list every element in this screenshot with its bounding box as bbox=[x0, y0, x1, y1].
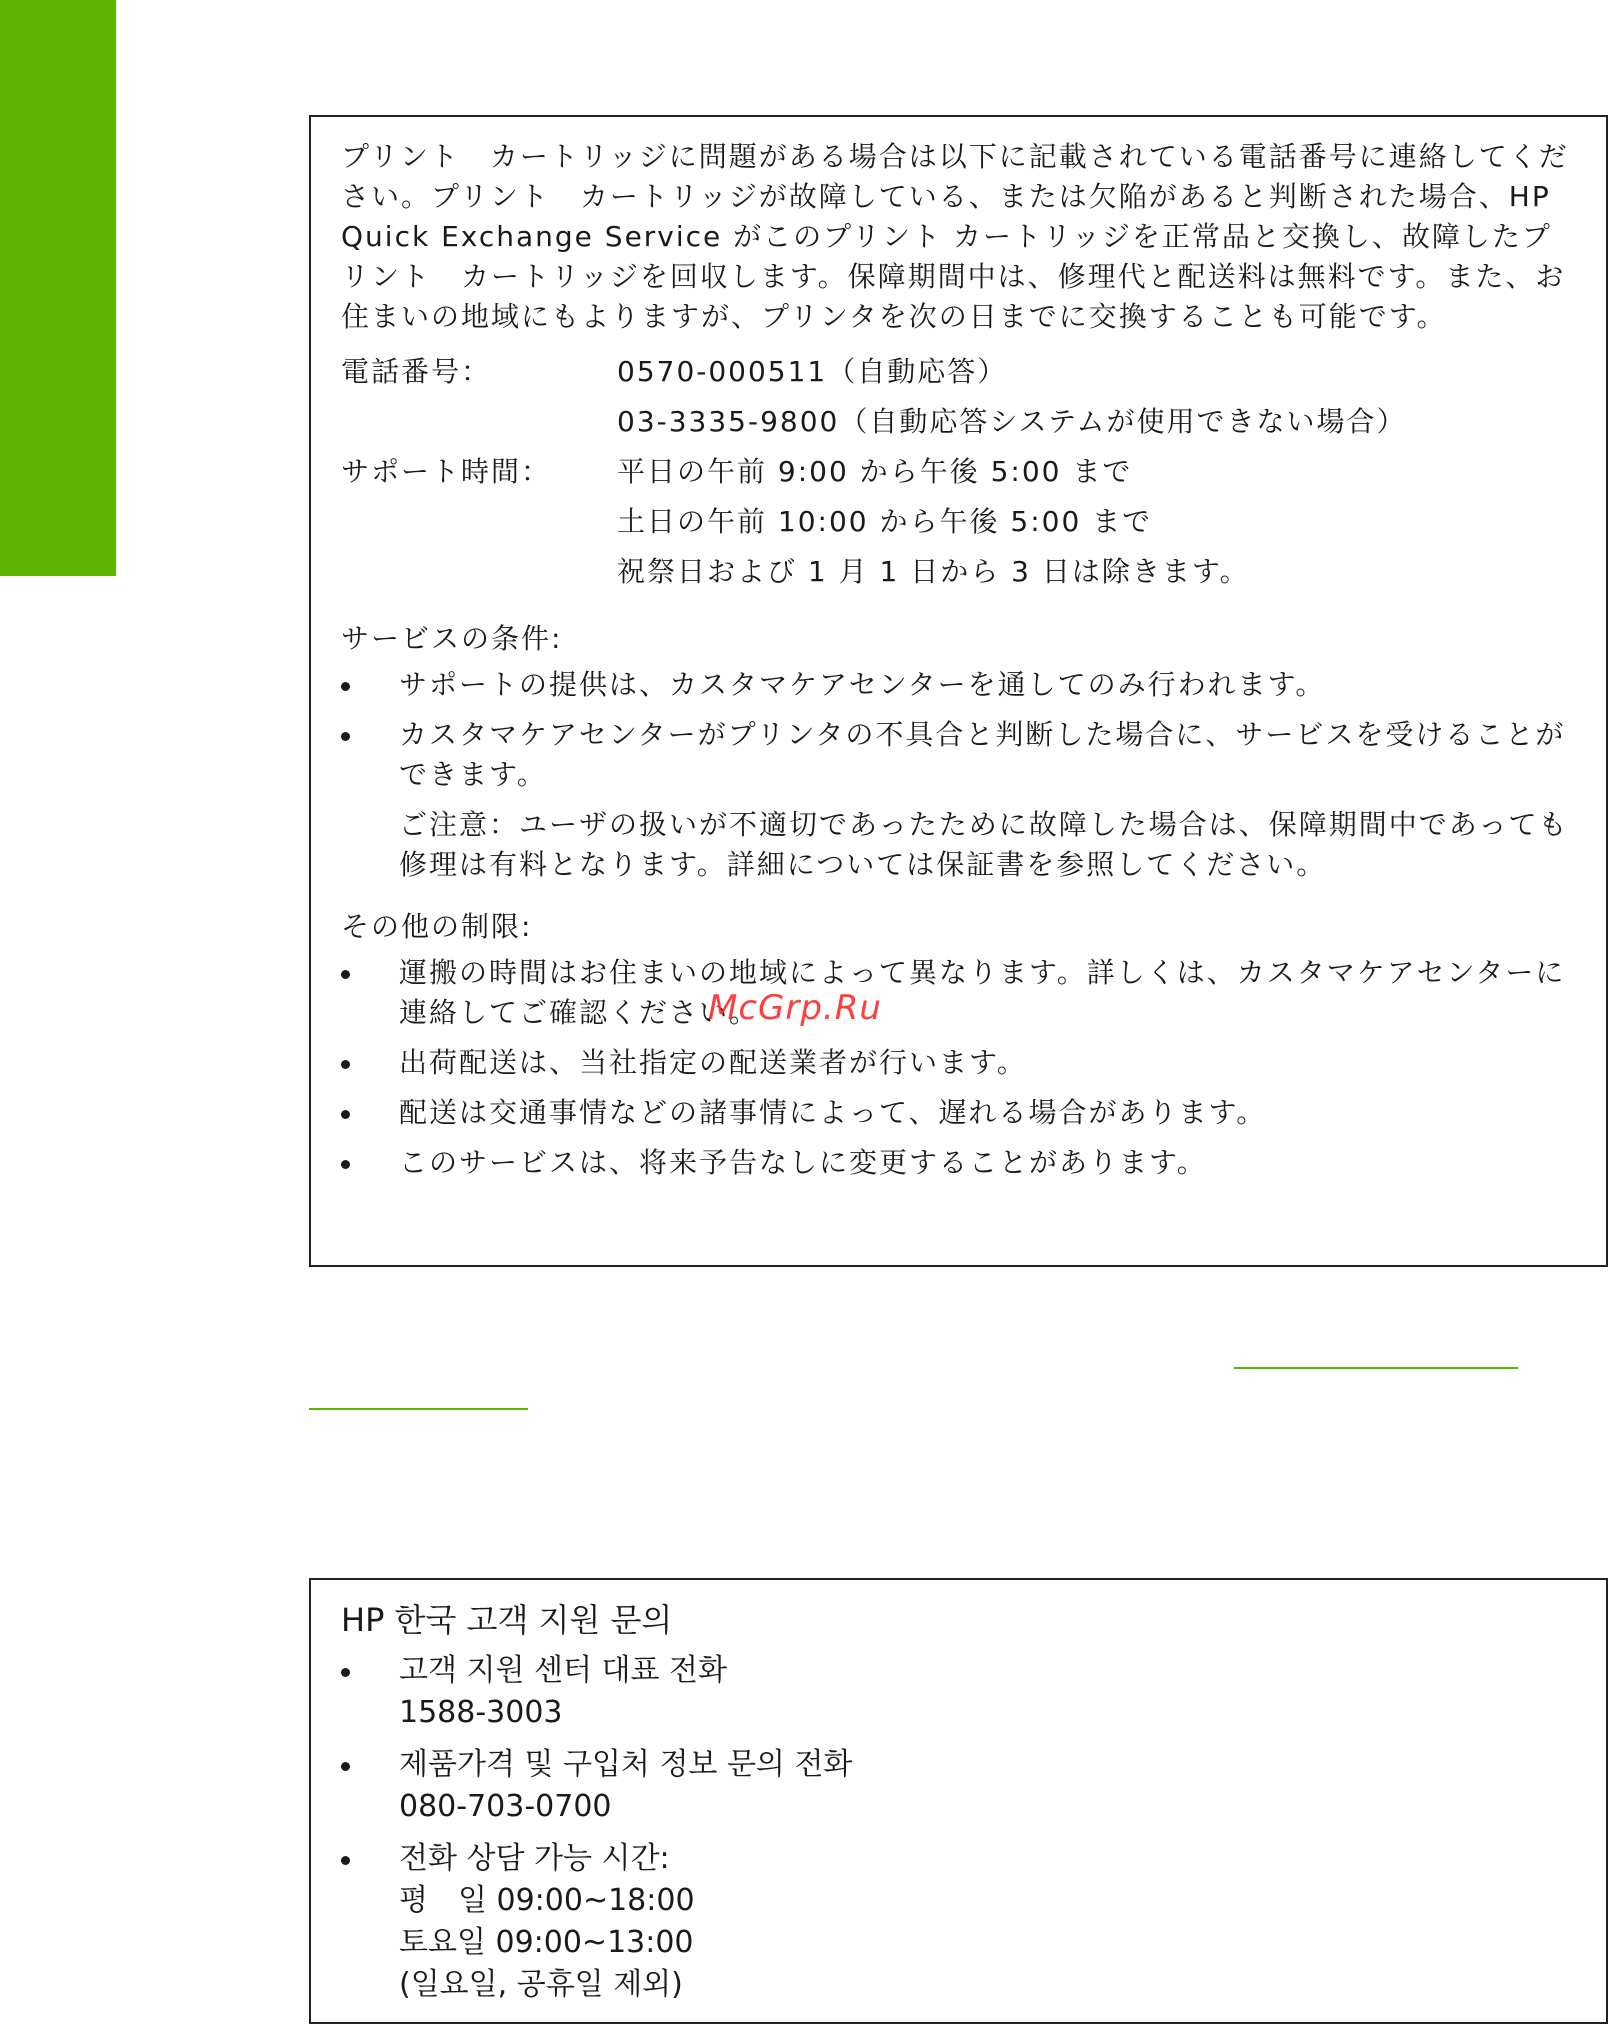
japan-intro-text: プリント カートリッジに問題がある場合は以下に記載されている電話番号に連絡してください。プリント カートリッジが故障している、または欠陥があると判断された場合、HP Quick Exchange Service がこのプリント カートリッジを正常品と交換し、故障したプリント カートリッジを回収します。保障期間中は、修理代と配送料は無料です。また、お住まいの地域にもよりますが、プリンタを次の日までに交換することも可能です。 bbox=[341, 140, 1569, 333]
bullet-icon bbox=[341, 1856, 350, 1865]
list-item: 고객 지원 센터 대표 전화 1588-3003 bbox=[341, 1650, 1576, 1734]
list-item: 運搬の時間はお住まいの地域によって異なります。詳しくは、カスタマケアセンターに連絡してご確認ください。 bbox=[341, 953, 1576, 1033]
hyperlink-underline[interactable] bbox=[1234, 1367, 1518, 1369]
list-item: 전화 상담 가능 시간: 평 일 09:00~18:00 토요일 09:00~13:00 (일요일, 공휴일 제외) bbox=[341, 1838, 1576, 2006]
watermark-text: McGrp.Ru bbox=[708, 988, 882, 1028]
list-item: このサービスは、将来予告なしに変更することがあります。 bbox=[341, 1143, 1576, 1183]
conditions-title: サービスの条件: bbox=[341, 622, 563, 655]
phone-number-1: 0570-000511（自動応答） bbox=[617, 355, 1008, 388]
bullet-icon bbox=[341, 1668, 350, 1677]
hours-row-2 bbox=[341, 497, 1576, 547]
hours-holidays: 祝祭日および 1 月 1 日から 3 日は除きます。 bbox=[617, 555, 1250, 588]
hours-row bbox=[341, 447, 1576, 497]
hours-weekday: 平日の午前 9:00 から午後 5:00 まで bbox=[617, 455, 1133, 488]
list-item: カスタマケアセンターがプリンタの不具合と判断した場合に、サービスを受けることができます。 bbox=[341, 715, 1576, 795]
bullet-icon bbox=[341, 682, 350, 691]
list-item: 出荷配送は、当社指定の配送業者が行います。 bbox=[341, 1043, 1576, 1083]
list-item: 제품가격 및 구입처 정보 문의 전화 080-703-0700 bbox=[341, 1744, 1576, 1828]
limits-title: その他の制限: bbox=[341, 910, 533, 943]
phone-row-2 bbox=[341, 397, 1576, 447]
conditions-list bbox=[341, 665, 1576, 795]
phone-row bbox=[341, 347, 1576, 397]
japan-support-box bbox=[309, 115, 1608, 1267]
hyperlink-underline-2[interactable] bbox=[309, 1408, 528, 1410]
bullet-icon bbox=[341, 1110, 350, 1119]
bullet-icon bbox=[341, 970, 350, 979]
bullet-icon bbox=[341, 1060, 350, 1069]
phone-label: 電話番号： bbox=[341, 355, 492, 388]
green-side-tab bbox=[0, 0, 116, 576]
korea-support-box bbox=[309, 1578, 1608, 2024]
bullet-icon bbox=[341, 1762, 350, 1771]
note-text: ご注意：ユーザの扱いが不適切であったために故障した場合は、保障期間中であっても修理は有料となります。詳細については保証書を参照してください。 bbox=[399, 808, 1569, 881]
bullet-icon bbox=[341, 732, 350, 741]
korea-list bbox=[341, 1650, 1576, 2006]
phone-number-2: 03-3335-9800（自動応答システムが使用できない場合） bbox=[617, 405, 1407, 438]
hours-label: サポート時間： bbox=[341, 455, 552, 488]
hours-weekend: 土日の午前 10:00 から午後 5:00 まで bbox=[617, 505, 1153, 538]
limits-list bbox=[341, 953, 1576, 1183]
hours-row-3 bbox=[341, 547, 1576, 597]
bullet-icon bbox=[341, 1160, 350, 1169]
list-item: 配送は交通事情などの諸事情によって、遅れる場合があります。 bbox=[341, 1093, 1576, 1133]
korea-title: HP 한국 고객 지원 문의 bbox=[341, 1601, 673, 1639]
list-item: サポートの提供は、カスタマケアセンターを通してのみ行われます。 bbox=[341, 665, 1576, 705]
